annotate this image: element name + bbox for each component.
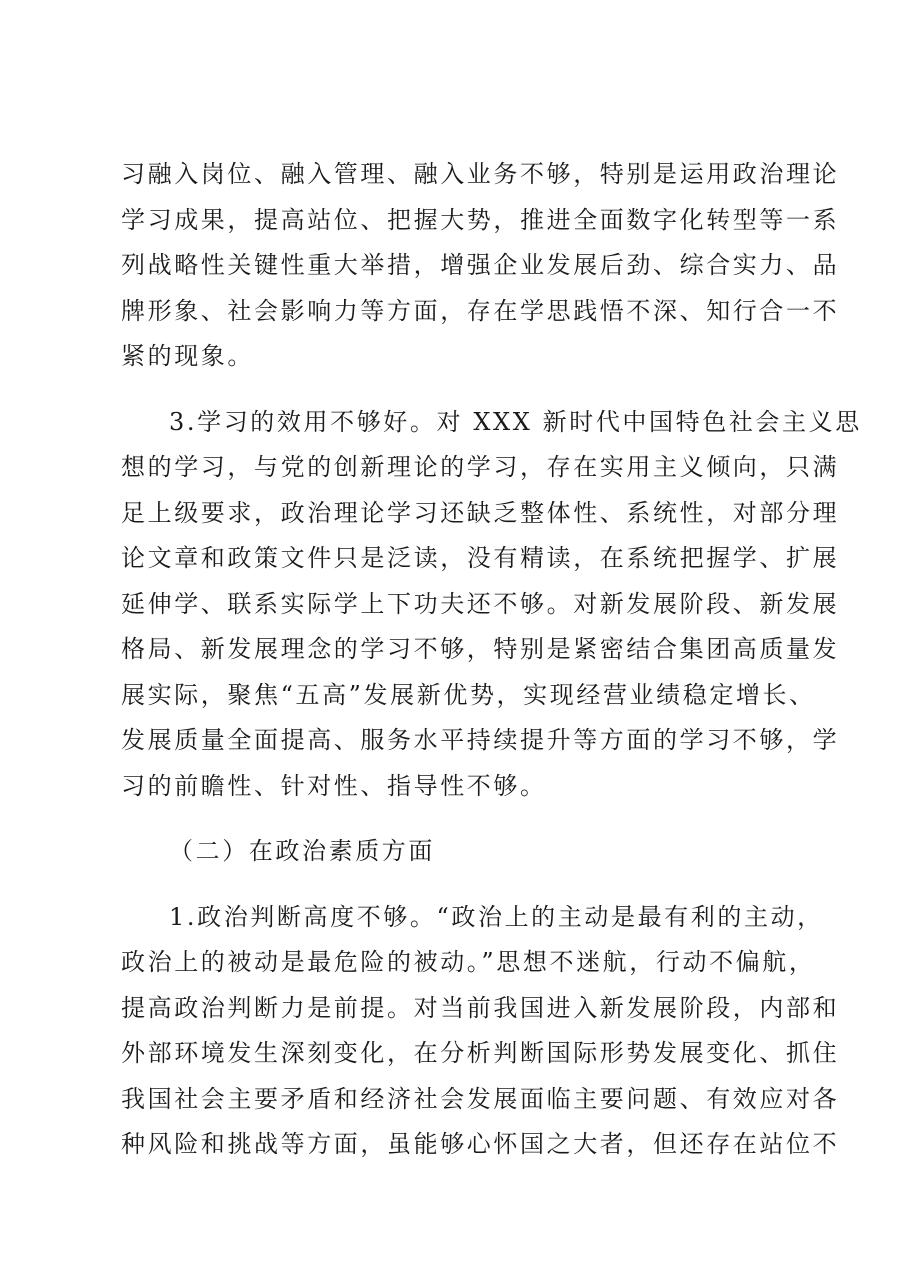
text-line: 展实际，聚焦“五高”发展新优势，实现经营业绩稳定增长、 <box>121 680 816 709</box>
text-line: 格局、新发展理念的学习不够，特别是紧密结合集团高质量发 <box>121 635 840 663</box>
paragraph-item-1 <box>121 895 840 1168</box>
text-line: 想的学习，与党的创新理论的学习，存在实用主义倾向，只满 <box>121 453 840 481</box>
heading-text: （二）在政治素质方面 <box>169 837 435 865</box>
text-line: 我国社会主要矛盾和经济社会发展面临主要问题、有效应对各 <box>121 1084 840 1113</box>
text-line: 1.政治判断高度不够。“政治上的主动是最有利的主动， <box>169 902 824 931</box>
text-line: 3.学习的效用不够好。对 XXX 新时代中国特色社会主义思 <box>169 407 862 436</box>
text-line: 紧的现象。 <box>121 342 254 370</box>
section-heading <box>121 829 801 875</box>
text-line: 政治上的被动是最危险的被动。”思想不迷航，行动不偏航， <box>121 948 816 976</box>
text-line: 种风险和挑战等方面，虽能够心怀国之大者，但还存在站位不 <box>121 1130 840 1158</box>
paragraph-item-3 <box>121 400 862 810</box>
text-line: 习融入岗位、融入管理、融入业务不够，特别是运用政治理论 <box>121 160 840 188</box>
text-line: 足上级要求，政治理论学习还缺乏整体性、系统性，对部分理 <box>121 498 840 527</box>
text-line: 牌形象、社会影响力等方面，存在学思践悟不深、知行合一不 <box>121 296 840 325</box>
document-body <box>121 152 862 1188</box>
text-line: 论文章和政策文件只是泛读，没有精读，在系统把握学、扩展 <box>121 544 840 572</box>
text-line: 习的前瞻性、针对性、指导性不够。 <box>121 771 547 800</box>
text-line: 提高政治判断力是前提。对当前我国进入新发展阶段，内部和 <box>121 993 840 1022</box>
text-line: 列战略性关键性重大举措，增强企业发展后劲、综合实力、品 <box>121 251 840 279</box>
text-line: 学习成果，提高站位、把握大势，推进全面数字化转型等一系 <box>121 205 840 234</box>
text-line: 延伸学、联系实际学上下功夫还不够。对新发展阶段、新发展 <box>121 589 840 618</box>
text-line: 外部环境发生深刻变化，在分析判断国际形势发展变化、抓住 <box>121 1039 840 1067</box>
text-line: 发展质量全面提高、服务水平持续提升等方面的学习不够，学 <box>121 726 840 754</box>
paragraph-continuation <box>121 152 840 380</box>
